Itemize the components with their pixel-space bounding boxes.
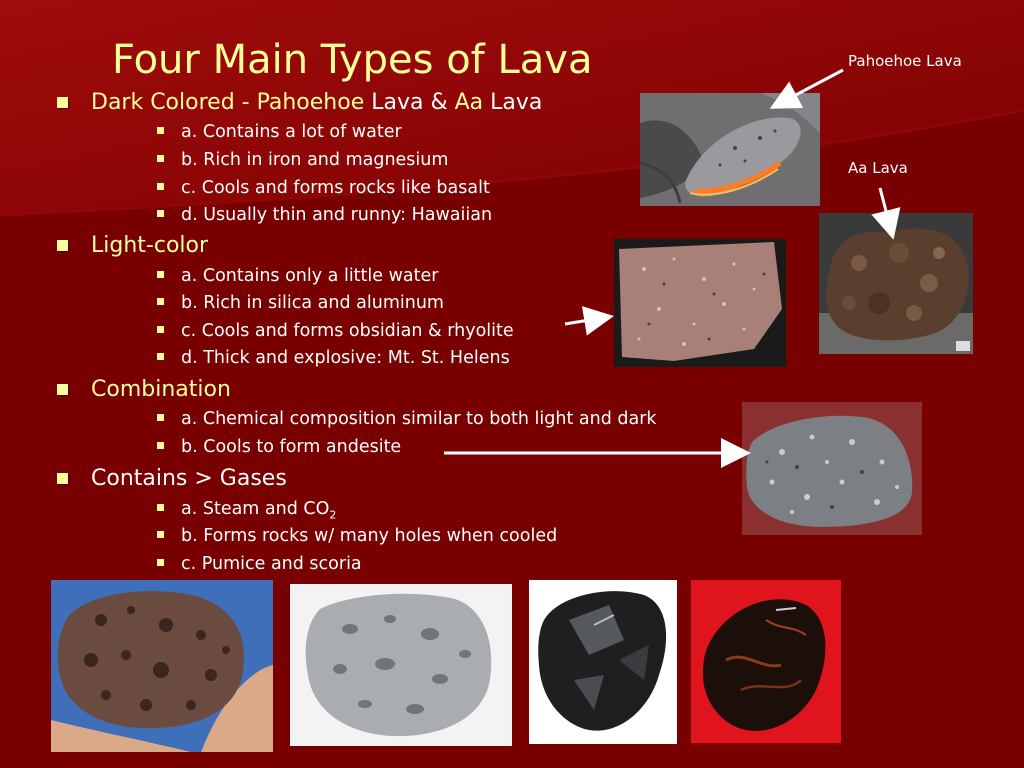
section-heading-light: Light-color xyxy=(91,233,209,258)
list-item: b. Rich in silica and aluminum xyxy=(181,293,444,313)
list-item: c. Pumice and scoria xyxy=(181,554,362,574)
section-heading-dark xyxy=(91,89,542,117)
andesite-photo xyxy=(742,402,922,535)
sub-bullet-icon xyxy=(157,559,164,566)
sub-bullet-icon xyxy=(157,504,164,511)
sub-bullet-icon xyxy=(157,210,164,217)
pahoehoe-lava-photo xyxy=(640,93,820,206)
sub-bullet-icon xyxy=(157,353,164,360)
section-heading-gases: Contains > Gases xyxy=(91,466,287,491)
heading-part: Lava xyxy=(483,90,543,115)
pahoehoe-caption: Pahoehoe Lava xyxy=(848,52,962,70)
list-item: a. Contains only a little water xyxy=(181,266,439,286)
sub-bullet-icon xyxy=(157,155,164,162)
sub-bullet-icon xyxy=(157,414,164,421)
list-item: c. Cools and forms obsidian & rhyolite xyxy=(181,321,514,341)
list-item: a. Contains a lot of water xyxy=(181,122,402,142)
heading-part: Aa xyxy=(454,90,484,115)
list-item: d. Usually thin and runny: Hawaiian xyxy=(181,205,493,225)
scoria-photo xyxy=(51,580,273,752)
heading-part: - xyxy=(234,90,257,115)
aa-caption: Aa Lava xyxy=(848,159,908,177)
obsidian-photo xyxy=(529,580,677,744)
aa-lava-photo xyxy=(819,213,973,354)
list-item: b. Forms rocks w/ many holes when cooled xyxy=(181,526,558,546)
list-item: a. Chemical composition similar to both light and dark xyxy=(181,409,657,429)
heading-part: Pahoehoe xyxy=(256,90,365,115)
bullet-icon xyxy=(57,473,68,484)
list-item: b. Cools to form andesite xyxy=(181,437,402,457)
sub-bullet-icon xyxy=(157,271,164,278)
sub-bullet-icon xyxy=(157,183,164,190)
sub-bullet-icon xyxy=(157,298,164,305)
heading-part: Dark Colored xyxy=(91,90,235,115)
bullet-icon xyxy=(57,240,68,251)
slide-title: Four Main Types of Lava xyxy=(112,37,593,83)
section-heading-combination: Combination xyxy=(91,377,231,402)
bullet-icon xyxy=(57,384,68,395)
rhyolite-photo xyxy=(614,239,786,367)
list-item: b. Rich in iron and magnesium xyxy=(181,150,449,170)
pumice-photo xyxy=(290,584,512,746)
sub-bullet-icon xyxy=(157,531,164,538)
sub-bullet-icon xyxy=(157,442,164,449)
sub-bullet-icon xyxy=(157,127,164,134)
bullet-icon xyxy=(57,97,68,108)
heading-part: Lava & xyxy=(364,90,455,115)
mahogany-obsidian-photo xyxy=(691,580,841,743)
list-item: c. Cools and forms rocks like basalt xyxy=(181,178,490,198)
sub-bullet-icon xyxy=(157,326,164,333)
list-item xyxy=(181,498,336,527)
list-item: d. Thick and explosive: Mt. St. Helens xyxy=(181,348,510,368)
list-item-text: a. Steam and CO xyxy=(181,499,330,519)
subscript: 2 xyxy=(329,508,337,522)
